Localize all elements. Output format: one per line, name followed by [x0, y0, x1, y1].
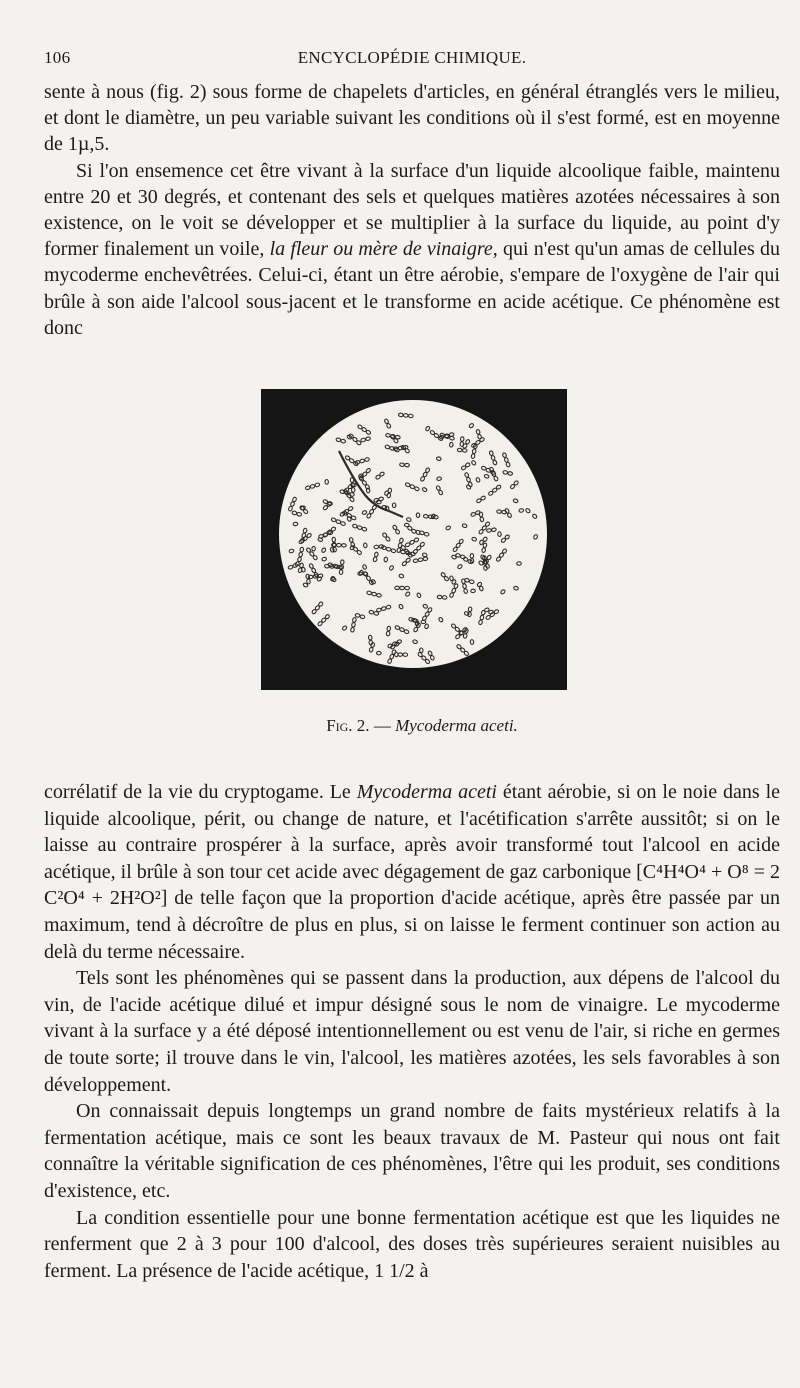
figure-label: Fig. 2. [326, 716, 370, 735]
microscope-field [279, 400, 547, 668]
italic-species-name: Mycoderma aceti [356, 781, 497, 803]
paragraph-ensemencement [44, 158, 780, 341]
running-head [44, 48, 780, 70]
paragraph-text: qui n'est qu'un amas de cellules du mycoderme enchevêtrées. Celui-ci, étant un être aérobie, s'empare de l'oxygène de l'air qui brûle à son aide l'alcool sous-jacent et le transforme en acide acétique. Ce phénomène est donc [44, 238, 781, 339]
paragraph-phenomenes: Tels sont les phénomènes qui se passent dans la production, aux dépens de l'alcool du vin, de l'acide acétique dilué et impur désigné sous le nom de vinaigre. Le mycoderme vivant à la surface y a été déposé intentionnellement ou est venu de l'air, si riche en germes de toute sorte; il trouve dans le vin, l'alcool, les matières azotées, les sels favorables à son développement. [44, 967, 780, 1096]
paragraph-text: étant aérobie, si on le noie dans le liquide alcoolique, périt, ou change de nature, et l'acétification s'arrête aussitôt; si on le laisse au contraire prospérer à la surface, après avoir transformé tout l'alcool en acide acétique, il brûle à son tour cet acide avec dégagement de gaz carbonique [C⁴H⁴O⁴ + O⁸ = 2 C²O⁴ + 2H²O²] de telle façon que la proportion d'acide acétique, après être passée par un maximum, tend à décroître de plus en plus, si on laisse le ferment continuer son action au delà du terme nécessaire. [44, 781, 780, 963]
figure-name: Mycoderma aceti. [395, 716, 518, 735]
paragraph-text: Si l'on ensemence cet être vivant à la surface d'un liquide alcoolique faible, maintenu entre 20 et 30 degrés, et contenant des sels et quelques matières azotées nécessaires à son existence, on le voit se développer et se multiplier à la surface du liquide, au point d'y former finalement un voile, [44, 159, 780, 261]
text-block-bottom [44, 779, 780, 1284]
microscope-field-engraving [261, 389, 567, 690]
running-title: ENCYCLOPÉDIE CHIMIQUE. [297, 48, 527, 67]
paragraph-condition: La condition essentielle pour une bonne fermentation acétique est que les liquides ne renferment que 2 à 3 pour 100 d'alcool, des doses très supérieures seraient nuisibles au ferment. La présence de l'acide acétique, 1 1/2 à [44, 1206, 780, 1282]
paragraph-correlatif [44, 779, 780, 965]
italic-phrase: la fleur ou mère de vinaigre, [269, 238, 498, 261]
paragraph-pasteur: On connaissait depuis longtemps un grand nombre de faits mystérieux relatifs à la fermentation acétique, mais ce sont les beaux travaux de M. Pasteur qui nous ont fait connaître la véritable signification de ces phénomènes, l'être qui les produit, ses conditions d'existence, etc. [44, 1100, 780, 1202]
text-block-top [44, 79, 780, 341]
paragraph-continued: sente à nous (fig. 2) sous forme de chapelets d'articles, en général étranglés vers le milieu, et dont le diamètre, un peu variable suivant les conditions où il s'est formé, est en moyenne de 1µ,5. [44, 81, 780, 156]
figure-illustration [261, 389, 567, 690]
page-number: 106 [44, 48, 71, 67]
caption-separator: — [373, 716, 391, 735]
paragraph-text: corrélatif de la vie du cryptogame. Le [44, 781, 357, 803]
figure-caption [44, 716, 800, 736]
